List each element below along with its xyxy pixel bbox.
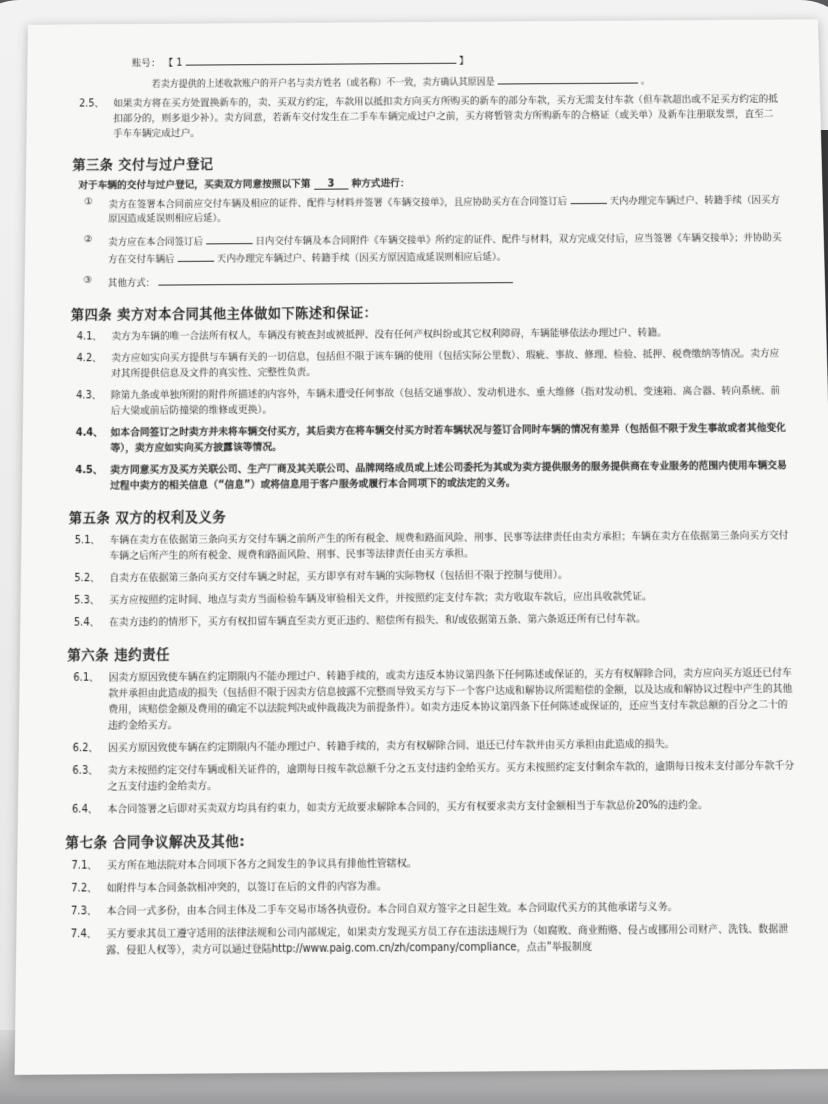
clause-item	[74, 588, 794, 609]
section-3-option-3	[83, 269, 786, 291]
clause-number: 4.1、	[76, 331, 103, 343]
clause-text: 本合同一式多份，由本合同主体及二手车交易市场各执壹份。本合同自双方签字之日起生效。本合同取代买方的其他承诺与义务。	[106, 901, 678, 918]
clause-number: 7.4、	[70, 928, 97, 941]
clause-number: 4.5、	[75, 464, 103, 477]
section-3-title: 第三条 交付与过户登记	[72, 157, 214, 174]
clause-text: 如果卖方将在买方处置换新车的，卖、买双方约定，车款用以抵扣卖方向买方所购买的新车的部分车款，买方无需支付车款（但车款超出或不足买方约定的抵扣部分的，则多退少补）。卖方同意，若新车交付发生在二手车车辆完成过户之前，买方将暂管卖方所购新车的合格证（或关单）及新车注册联发票，直至二手车车辆完成过户。	[113, 93, 779, 140]
clause-number: 6.1、	[73, 672, 100, 685]
clause-number: 6.3、	[72, 765, 99, 778]
clause-number: 7.1、	[71, 859, 98, 873]
mismatch-text: 若卖方提供的上述收款账户的开户名与卖方姓名（或名称）不一致，卖方确认其原因是	[151, 77, 495, 90]
clause-text: 除第九条或单独所附的附件所描述的内容外，车辆未遭受任何事故（包括交通事故）、发动机进水、重大维修（指对发动机、变速箱、离合器、转向系统、前后大梁或前后防撞梁的维修或更换）。	[110, 385, 781, 417]
option-number: ②	[83, 233, 93, 246]
clause-item	[73, 735, 799, 756]
section-6-list	[72, 665, 800, 818]
account-label: 账号：	[131, 57, 161, 70]
option-text	[108, 269, 787, 291]
clause-number: 4.3、	[76, 389, 102, 402]
option-3-text: 其他方式：	[107, 277, 156, 290]
contract-page	[15, 19, 828, 1075]
clause-item	[75, 458, 791, 494]
clause-text: 自卖方在依据第三条向买方交付车辆之时起，买方即享有对车辆的实际物权（包括但不限于控制与使用）。	[109, 569, 568, 585]
clause-number: 4.4、	[75, 427, 104, 439]
clause-item	[76, 346, 788, 382]
clause-number: 6.4、	[71, 803, 98, 816]
clause-number: 5.3、	[74, 594, 100, 607]
clause-text: 卖方未按照约定交付车辆或相关证件的，逾期每日按车款总额千分之五支付违约金给买方。买方未按照约定支付剩余车款的，逾期每日按未支付部分车款千分之五支付违约金给卖方。	[107, 760, 795, 793]
intro-text-b: 种方式进行：	[351, 177, 410, 190]
clause-item	[74, 566, 794, 587]
intro-blank	[314, 177, 348, 189]
clause-text: 卖方应如实向买方提供与车辆有关的一切信息，包括但不限于该车辆的使用（包括实际公里数）、瑕疵、事故、修理、检验、抵押、税费缴纳等情况。卖方应对其所提供信息及文件的真实性、完整性负责。	[110, 348, 780, 380]
account-end: 】	[459, 55, 469, 67]
option-2-text-b: 日内交付车辆及本合同附件《车辆交接单》所约定的证件、配件与材料，双方完成交付后，应当签署《车辆交接单》；并协助买方在交付车辆后	[107, 232, 782, 266]
option-2-blank-b	[177, 249, 213, 262]
section-6-title: 第六条 违约责任	[67, 647, 171, 664]
clause-item	[77, 324, 788, 344]
clause-text: 卖方为车辆的唯一合法所有权人，车辆没有被查封或被抵押、没有任何产权纠纷或其它权利障碍，车辆能够依法办理过户、转籍。	[111, 327, 667, 343]
clause-number: 5.4、	[73, 616, 100, 629]
option-2-text-c: 天内办理完车辆过户、转籍手续（因买方原因造成延误则相应后延）。	[216, 251, 507, 265]
clause-2-5	[79, 92, 783, 142]
option-2-text-a: 卖方应在本合同签订后	[108, 236, 203, 249]
clause-text: 如本合同签订之时卖方并未将车辆交付买方，其后卖方在将车辆交付买方时若车辆状况与签订合同时车辆的情况有差异（包括但不限于发生事故或者其他变化等），卖方应如实向买方披露该等情况。	[110, 422, 787, 455]
option-number: ③	[83, 274, 93, 287]
section-3-option-2	[84, 228, 786, 268]
clause-text: 买方所在地法院对本合同项下各方之间发生的争议具有排他性管辖权。	[106, 857, 417, 872]
clause-text: 因卖方原因致使车辆在约定期限内不能办理过户、转籍手续的，或卖方违反本协议第四条下任何陈述或保证的，买方有权解除合同，卖方应向买方返还已付车款并承担由此造成的损失（包括但不限于因卖方信息披露不完整而导致买方与下一个客户达成和解协议所需赔偿的金额，以及达成和解协议过程中产生的其他费用，该赔偿金额及费用的确定不以法院判决或仲裁裁决为前提条件）。如卖方违反本协议第四条下任何陈述或保证的，还应当支付车款总额的百分之二十的违约金给买方。	[108, 667, 793, 732]
contract-body	[65, 49, 803, 965]
option-text	[108, 191, 785, 227]
section-3-option-1	[84, 191, 785, 227]
section-7-title: 第七条 合同争议解决及其他:	[65, 833, 246, 852]
intro-text-a: 对于车辆的交付与过户登记，买卖双方同意按照以下第	[78, 178, 311, 192]
clause-item	[72, 758, 799, 795]
option-number: ①	[84, 196, 93, 208]
clause-text: 在卖方违约的情形下，买方有权扣留车辆直至卖方更正违约、赔偿所有损失、和/或依据第五条、第六条返还所有已付车款。	[108, 613, 646, 629]
option-1-text-b: 天内办理完车辆过户、转籍手续（因买方原因造成延误则相应后延）。	[108, 194, 780, 225]
option-3-blank	[158, 271, 513, 286]
clause-number: 5.1、	[74, 534, 101, 547]
mismatch-blank	[497, 72, 638, 85]
section-4-title: 第四条 卖方对本合同其他主体做如下陈述和保证：	[70, 305, 378, 324]
clause-item	[71, 875, 801, 897]
section-4-list	[75, 324, 791, 494]
clause-item	[71, 853, 801, 875]
clause-item	[74, 610, 795, 631]
account-value: 【 1	[163, 57, 183, 69]
option-text	[108, 228, 786, 267]
section-7-list	[70, 853, 803, 959]
account-mismatch-line	[152, 71, 782, 92]
clause-item	[74, 528, 793, 565]
clause-number: 7.3、	[70, 905, 97, 918]
clause-text: 卖方同意买方及买方关联公司、生产厂商及其关联公司、品牌网络成员或上述公司委托为其或为卖方提供服务的服务提供商在专业服务的范围内使用车辆交易过程中卖方的相关信息（“信息”）或将信息用于客户服务或履行本合同项下的或法定的义务。	[110, 459, 788, 492]
clause-text: 本合同签署之后即对买卖双方均具有约束力，如卖方无故要求解除本合同的，买方有权要求卖方支付金额相当于车款总价20%的违约金。	[107, 799, 708, 816]
section-5-list	[74, 528, 795, 631]
clause-number: 5.2、	[74, 572, 100, 585]
mismatch-end: 。	[640, 76, 650, 87]
clause-number: 4.2、	[76, 352, 102, 365]
clause-number: 2.5、	[79, 98, 105, 110]
clause-item	[72, 797, 800, 818]
option-2-blank-a	[206, 232, 253, 245]
clause-text: 因买方原因致使车辆在约定期限内不能办理过户、转籍手续的，卖方有权解除合同、退还已付车款并由买方承担由此造成的损失。	[107, 738, 675, 755]
clause-number: 7.2、	[71, 882, 98, 895]
option-1-text-a: 卖方在签署本合同前应交付车辆及相应的证件、配件与材料并签署《车辆交接单》，且应协助买方在合同签订后	[108, 196, 568, 211]
clause-item	[76, 383, 790, 419]
clause-item	[70, 921, 803, 959]
clause-text: 如附件与本合同条款相冲突的，以签订在后的文件的内容为准。	[106, 880, 387, 895]
account-line	[132, 49, 781, 71]
clause-text: 买方要求其员工遵守适用的法律法规和公司内部规定，如果卖方发现买方员工存在违法违规行为（如腐败、商业贿赂、侵占或挪用公司财产、洗钱、数据泄露、侵犯人权等），卖方可以通过登陆http://www.paig.com.cn/zh/company/compliance，点击“举报制度	[106, 923, 789, 957]
clause-item	[76, 420, 791, 456]
clause-text: 车辆在卖方在依据第三条向买方交付车辆之前所产生的所有税金、规费和路面风险、刑事、民事等法律责任由卖方承担；车辆在卖方在依据第三条向买方交付车辆之后所产生的所有税金、规费和路面风险、刑事、民事等法律责任由买方承担。	[109, 529, 789, 563]
clause-item	[73, 665, 798, 734]
section-5-title: 第五条 双方的权利及义务	[68, 509, 227, 527]
clause-item	[71, 898, 802, 920]
account-blank	[185, 52, 456, 66]
option-1-blank	[570, 192, 606, 204]
clause-number: 6.2、	[72, 742, 99, 755]
clause-text: 买方应按照约定时间、地点与卖方当面检验车辆及审验相关文件，并按照约定支付车款；卖方收取车款后，应出具收款凭证。	[109, 590, 653, 607]
intro-method-number: 3	[327, 178, 335, 190]
